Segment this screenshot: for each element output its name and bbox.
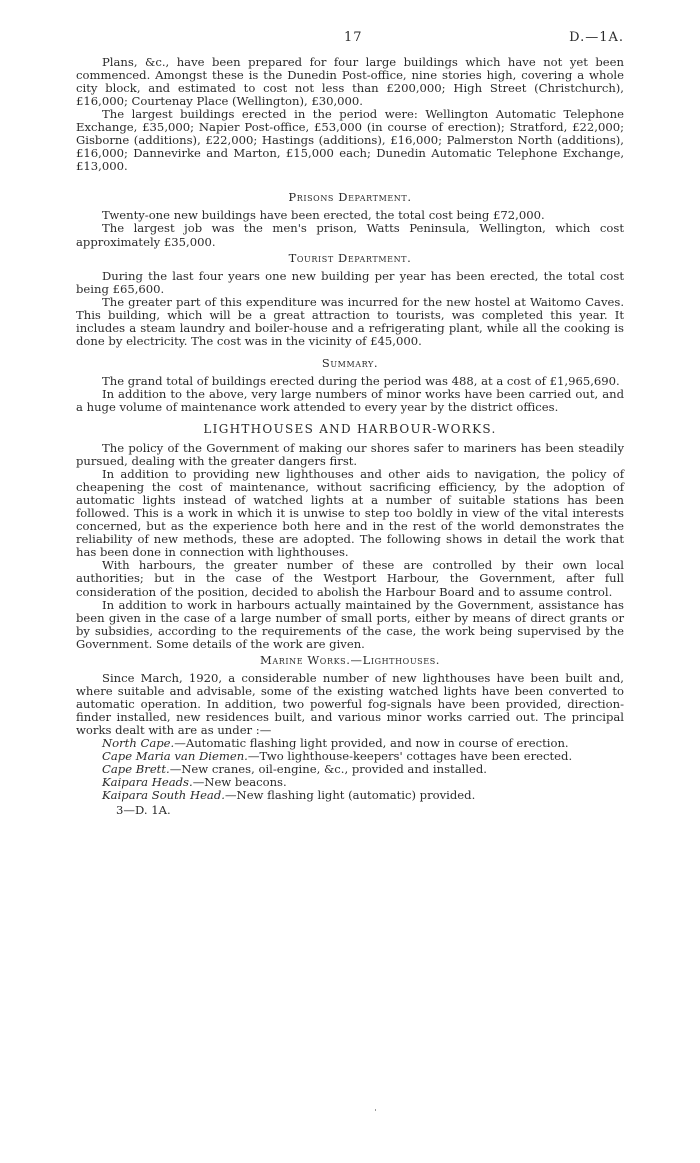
work-item-text: —New cranes, oil-engine, &c., provided and installed. [169,762,487,777]
section-heading-marine-works: Marine Works.—Lighthouses. [259,652,441,667]
section-heading-summary: Summary. [321,355,379,370]
work-item [76,789,624,802]
running-header [76,30,624,54]
tourist-paragraph: The greater part of this expenditure was incurred for the new hostel at Waitomo Caves. This building, which will be a great attraction to tourists, was completed this year. It includes a steam laundry and boiler-house and a refrigerating plant, while all the cooking is done by electricity. The cost was in the vicinity of £45,000. [76,294,624,348]
lighthouses-paragraph: In addition to work in harbours actually maintained by the Government, assistance has been given in the case of a large number of small ports, either by means of direct grants or by subsidies, according to the requirements of the case, the work being supervised by the Government. Some details of the work are given. [76,597,624,651]
work-item-place: Kaipara Heads. [102,775,193,790]
section-heading-prisons: Prisons Department. [288,190,412,205]
work-item-text: —Automatic flashing light provided, and now in course of erection. [174,735,569,750]
summary-paragraph: In addition to the above, very large numbers of minor works have been carried out, and a huge volume of maintenance work attended to every year by the district offices. [76,386,624,414]
work-item-text: —New flashing light (automatic) provided. [224,788,476,803]
signature-mark: 3—D. 1A. [116,803,171,818]
lighthouses-paragraph: In addition to providing new lighthouses and other aids to navigation, the policy of cheapening the cost of maintenance, without sacrificing efficiency, by the adoption of automatic lights instead of watched lights at a number of suitable stations has been followed. This is a work in which it is unwise to step too boldly in view of the vital interests concerned, but as the experience both here and in the rest of the world demonstrates the reliability of new methods, these are adopted. The following shows in detail the work that has been done in connection with lighthouses. [76,467,624,560]
prisons-paragraph: Twenty-one new buildings have been erected, the total cost being £72,000. [102,208,545,223]
work-item-place: North Cape. [102,735,175,750]
section-heading-lighthouses: LIGHTHOUSES AND HARBOUR-WORKS. [203,421,497,436]
page-number: 17 [344,30,363,45]
page-body [76,56,624,817]
work-item-text: —New beacons. [192,775,287,790]
buildings-paragraph: Plans, &c., have been prepared for four large buildings which have not yet been commenced. Amongst these is the Dunedin Post-office, nine stories high, covering a whole city block, and estimated to cost not less than £200,000; High Street (Christchurch), £16,000; Courtenay Place (Wellington), £30,000. [76,55,624,109]
work-item-place: Cape Maria van Diemen. [102,749,248,764]
work-item-place: Cape Brett. [102,762,170,777]
prisons-paragraph: The largest job was the men's prison, Watts Peninsula, Wellington, which cost approximately £35,000. [76,221,624,249]
work-item-place: Kaipara South Head. [102,788,225,803]
work-item-text: —Two lighthouse-keepers' cottages have been erected. [247,749,573,764]
tourist-paragraph: During the last four years one new building per year has been erected, the total cost being £65,600. [76,268,624,296]
lighthouses-paragraph: The policy of the Government of making our shores safer to mariners has been steadily pursued, dealing with the greater dangers first. [76,440,624,469]
summary-paragraph: The grand total of buildings erected during the period was 488, at a cost of £1,965,690. [102,373,620,388]
document-reference: D.—1A. [569,30,624,45]
paper-speck [375,1109,376,1111]
buildings-paragraph: The largest buildings erected in the period were: Wellington Automatic Telephone Exchange, £35,000; Napier Post-office, £53,000 (in course of erection); Stratford, £22,000; Gisborne (additions), £22,000; Hastings (additions), £16,000; Palmerston North (additions), £16,000; Dannevirke and Marton, £15,000 each; Dunedin Automatic Telephone Exchange, £13,000. [76,107,624,174]
marine-works-intro: Since March, 1920, a considerable number of new lighthouses have been built and, where suitable and advisable, some of the existing watched lights have been converted to automatic operation. In addition, two powerful fog-signals have been provided, direction-finder installed, new residences built, and various minor works carried out. The principal works dealt with are as under :— [76,670,624,737]
section-heading-tourist: Tourist Department. [288,250,412,265]
document-page [76,30,624,817]
lighthouses-paragraph: With harbours, the greater number of these are controlled by their own local authorities; but in the case of the Westport Harbour, the Government, after full consideration of the position, decided to abolish the Harbour Board and to assume control. [76,558,624,599]
